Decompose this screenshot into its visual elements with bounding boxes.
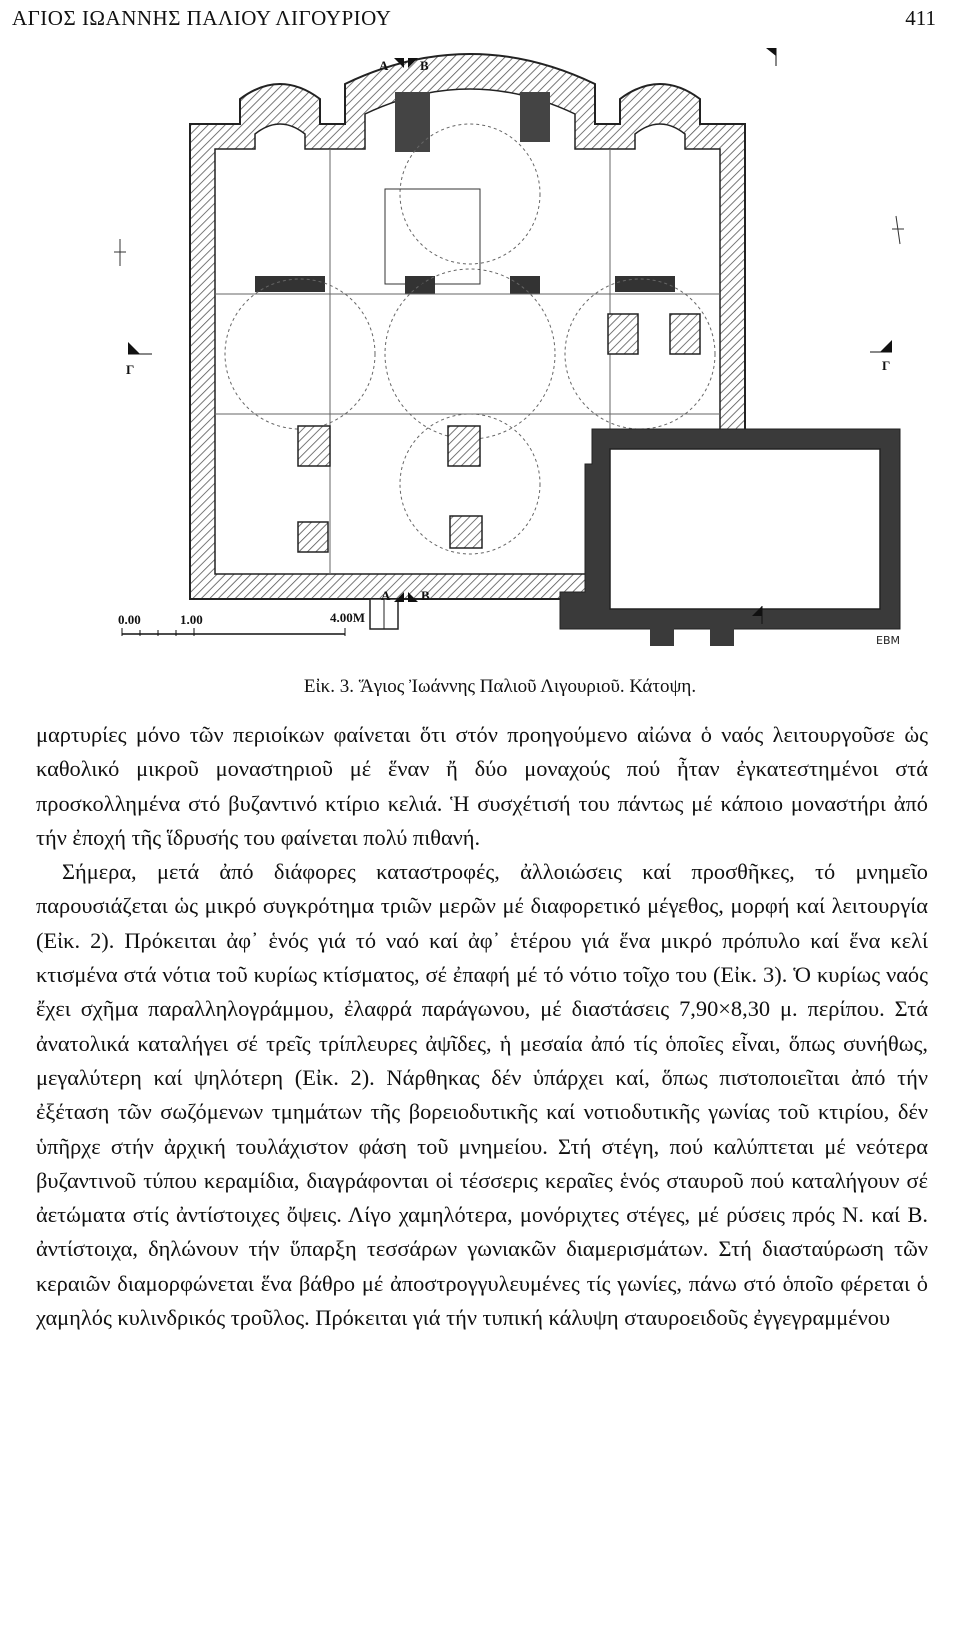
section-label-bottom-a: Α	[381, 588, 391, 603]
section-label-top-a: Α	[379, 58, 389, 73]
section-label-top-b: Β	[420, 58, 429, 73]
page-number: 411	[905, 6, 936, 30]
scale-label-start: 0.00	[118, 612, 141, 627]
scale-label-end: 4.00Μ	[330, 610, 366, 625]
figure-caption: Εἰκ. 3. Ἅγιος Ἰωάννης Παλιοῦ Λιγουριοῦ. Κάτοψη.	[303, 676, 697, 697]
floor-plan-figure	[0, 44, 960, 664]
section-label-right-g: Γ	[882, 358, 891, 373]
running-title: ΑΓΙΟΣ ΙΩΑΝΝΗΣ ΠΑΛΙΟΥ ΛΙΓΟΥΡΙΟΥ	[12, 6, 392, 30]
west-entrance	[370, 599, 398, 629]
paragraph-2: Σήμερα, μετά ἀπό διάφορες καταστροφές, ἀλλοιώσεις καί προσθῆκες, τό μνημεῖο παρουσιάζεται ὡς μικρό συγκρότημα τριῶν μερῶν μέ διαφορετικό μέγεθος, μορφή καί λειτουργία (Εἰκ. 2). Πρόκειται ἀφ᾽ ἑνός γιά τό ναό καί ἀφ᾽ ἑτέρου γιά ἕνα μικρό πρόπυλο καί ἕνα κελί κτισμένα στά νότια τοῦ κυρίως κτίσματος, σέ ἐπαφή μέ τό νότιο τοῖχο του (Εἰκ. 3). Ὁ κυρίως ναός ἔχει σχῆμα παραλληλογράμμου, ἐλαφρά παράγωνου, μέ διαστάσεις 7,90×8,30 μ. περίπου. Στά ἀνατολικά καταλήγει σέ τρεῖς τρίπλευρες ἀψῖδες, ἡ μεσαία ἀπό τίς ὁποῖες εἶναι, ὅπως συνήθως, μεγαλύτερη καί ψηλότερη (Εἰκ. 2). Νάρθηκας δέν ὑπάρχει καί, ὅπως πιστοποιεῖται ἀπό τήν ἐξέταση τῶν σωζόμενων τμημάτων τῆς βορειοδυτικῆς καί νοτιοδυτικῆς γωνίας τοῦ κτιρίου, δέν ὑπῆρχε στήν ἀρχική τουλάχιστον φάση τοῦ μνημείου. Στή στέγη, πού καλύπτεται μέ νεότερα βυζαντινοῦ τύπου κεραμίδια, διαγράφονται οἱ τέσσερις κεραῖες ἑνός σταυροῦ πού καταλήγουν σέ ἀετώματα στίς ἀντίστοιχες ὄψεις. Λίγο χαμηλότερα, μονόριχτες στέγες, μέ ρύσεις πρός Ν. καί Β. ἀντίστοιχα, δηλώνουν τήν ὕπαρξη τεσσάρων γωνιακῶν διαμερισμάτων. Στή διασταύρωση τῶν κεραιῶν διαμορφώνεται ἕνα βάθρο μέ ἀποστρογγυλευμένες τίς γωνίες, πάνω στό ὁποῖο φέρεται ὁ χαμηλός κυλινδρικός τροῦλος. Πρόκειται γιά τήν τυπική κάλυψη σταυροειδοῦς ἐγγεγραμμένου	[36, 859, 928, 1331]
floor-plan-drawing	[0, 44, 960, 664]
body-text	[36, 718, 928, 1335]
south-cell	[560, 429, 900, 646]
paragraph-1: μαρτυρίες μόνο τῶν περιοίκων φαίνεται ὅτι στόν προηγούμενο αἰώνα ὁ ναός λειτουργοῦσε ὡς καθολικό μικροῦ μοναστηριοῦ μέ ἕναν ἤ δύο μοναχούς πού ἦταν ἐγκατεστημένοι στά προσκολλημένα στό βυζαντινό κτίριο κελιά. Ἡ συσχέτισή του πάντως μέ κάποιο μοναστήρι ἀπό τήν ἐποχή τῆς ἵδρυσής του φαίνεται πολύ πιθανή.	[36, 722, 928, 850]
scale-bar	[118, 610, 365, 636]
scale-label-mid: 1.00	[180, 612, 203, 627]
section-label-left-g: Γ	[126, 362, 135, 377]
drafter-signature: ΕΒΜ	[876, 634, 900, 647]
page-header	[0, 0, 960, 40]
section-label-bottom-b: Β	[421, 588, 430, 603]
